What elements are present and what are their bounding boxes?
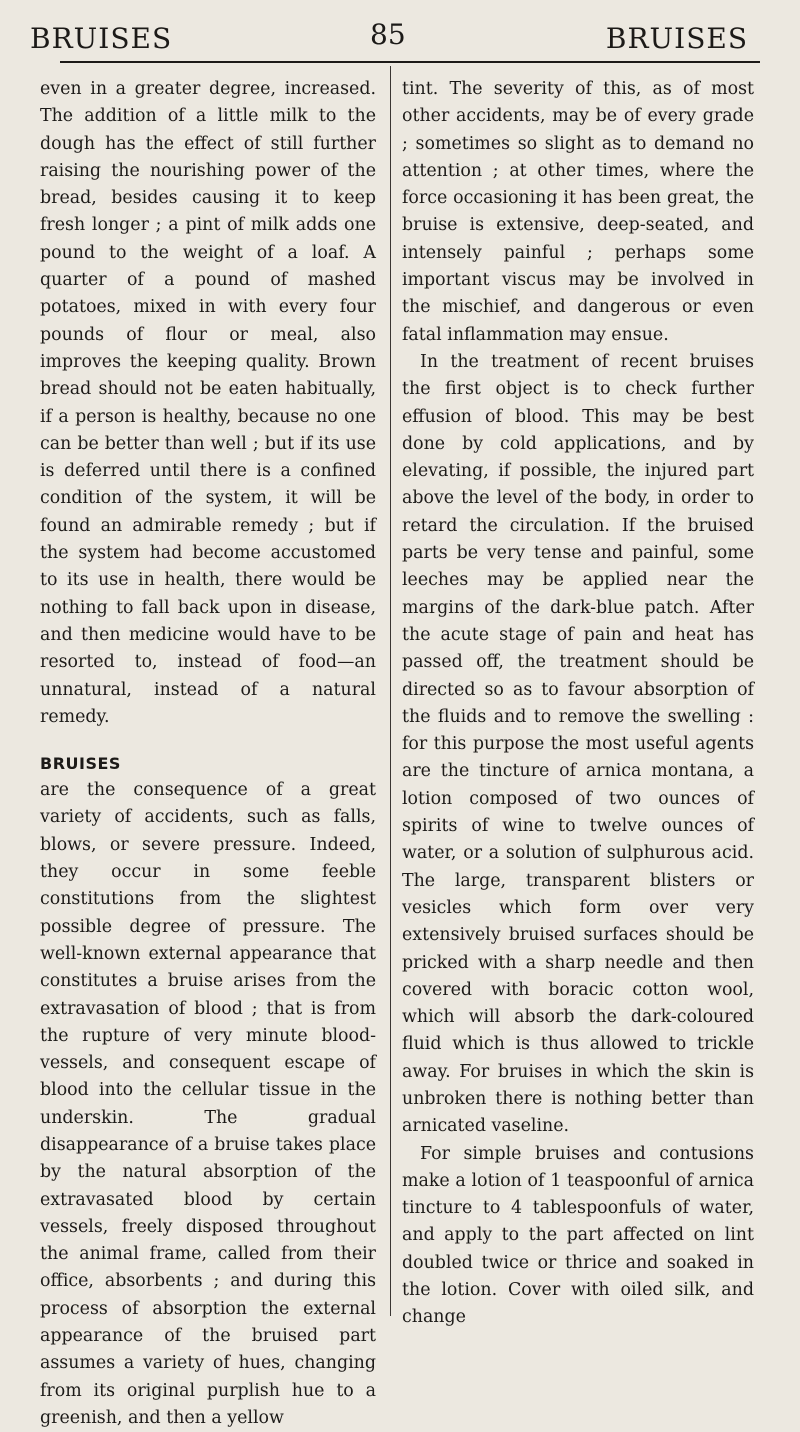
paragraph: For simple bruises and contusions make a lotion of 1 teaspoonful of arnica tincture to 4 tablespoonfuls of water, and apply to the part affected on lint doubled twice or thrice and soaked in the lotion. Cover with oiled silk, and change — [402, 1143, 754, 1328]
paragraph: are the consequence of a great variety of accidents, such as falls, blows, or severe pressure. Indeed, they occur in some feeble constitutions from the slightest possible degree of pressure. The well-known external appearance that constitutes a bruise arises from the extravasation of blood ; that is from the rupture of very minute blood-vessels, and consequent escape of blood into the cellular tissue in the underskin. The gradual disappearance of a bruise takes place by the natural absorption of the extravasated blood by certain vessels, freely disposed throughout the animal frame, called from their office, absorbents ; and during this process of absorption the external appearance of the bruised part assumes a variety of hues, changing from its original purplish hue to a greenish, and then a yellow — [40, 780, 376, 1428]
running-head-left: BRUISES — [30, 22, 173, 55]
paragraph: tint. The severity of this, as of most other accidents, may be of every grade ; sometimes so slight as to demand no attention ; at other times, where the force occasioning it has been great, the bruise is extensive, deep-seated, and intensely painful ; perhaps some important viscus may be involved in the mischief, and dangerous or even fatal inflammation may ensue. — [402, 79, 754, 345]
section-heading: BRUISES — [40, 754, 121, 774]
left-column — [40, 76, 376, 1432]
paragraph: even in a greater degree, increased. The addition of a little milk to the dough has the effect of still further raising the nourishing power of the bread, besides causing it to keep fresh longer ; a pint of milk adds one pound to the weight of a loaf. A quarter of a pound of mashed potatoes, mixed in with every four pounds of flour or meal, also improves the keeping quality. Brown bread should not be eaten habitually, if a person is healthy, because no one can be better than well ; but if its use is deferred until there is a confined condition of the system, it will be found an admirable remedy ; but if the system had become accustomed to its use in health, there would be nothing to fall back upon in disease, and then medicine would have to be resorted to, instead of food—an unnatural, instead of a natural remedy. — [40, 79, 376, 727]
paragraph: In the treatment of recent bruises the first object is to check further effusion of blood. This may be best done by cold applications, and by elevating, if possible, the injured part above the level of the body, in order to retard the circulation. If the bruised parts be very tense and painful, some leeches may be applied near the margins of the dark-blue patch. After the acute stage of pain and heat has passed off, the treatment should be directed so as to favour absorption of the fluids and to remove the swelling : for this purpose the most useful agents are the tincture of arnica montana, a lotion composed of two ounces of spirits of wine to twelve ounces of water, or a solution of sulphurous acid. The large, transparent blisters or vesicles which form over very extensively bruised surfaces should be pricked with a sharp needle and then covered with boracic cotton wool, which will absorb the dark-coloured fluid which is thus allowed to trickle away. For bruises in which the skin is unbroken there is nothing better than arnicated vaseline. — [402, 351, 754, 1137]
page-header — [0, 0, 800, 60]
right-column — [402, 76, 754, 1332]
running-head-right: BRUISES — [605, 22, 748, 55]
page-number: 85 — [370, 18, 406, 51]
column-divider — [390, 66, 391, 1316]
header-rule-right — [390, 61, 760, 63]
header-rule-left — [60, 61, 390, 63]
